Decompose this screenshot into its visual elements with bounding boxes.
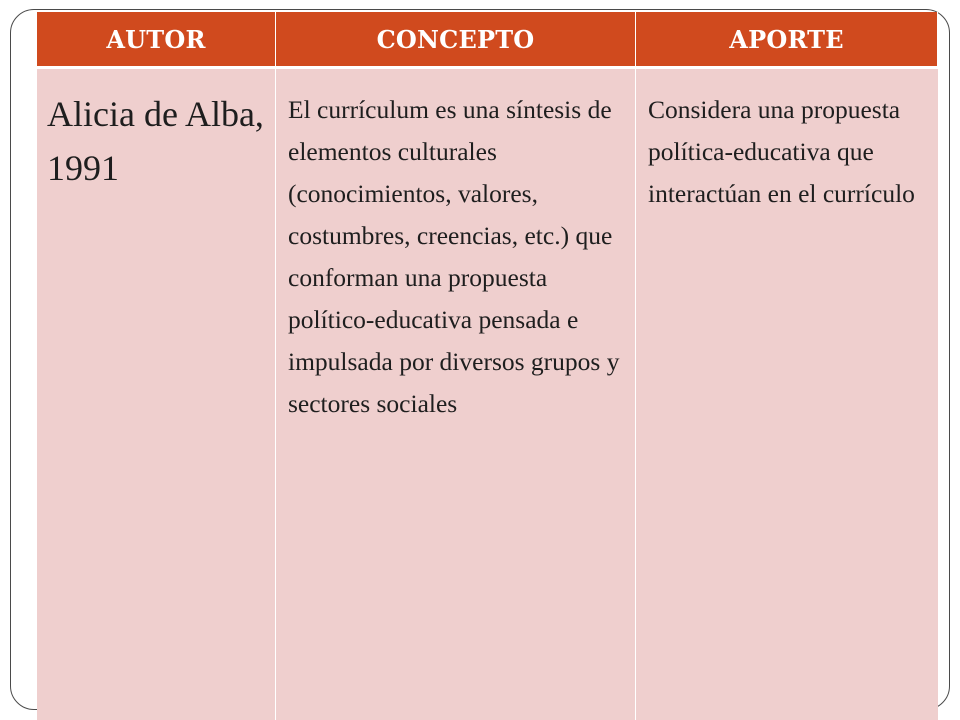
header-autor: AUTOR (37, 12, 276, 69)
author-text: Alicia de Alba, 1991 (47, 94, 264, 188)
cell-concepto (276, 69, 636, 720)
contribution-text: Considera una propuesta política-educativa que interactúan en el currículo (648, 95, 915, 208)
concept-text: El currículum es una síntesis de elementos culturales (conocimientos, valores, costumbres, creencias, etc.) que conforman una propuesta político-educativa pensada e impulsada por diversos grupos y sectores sociales (288, 95, 620, 418)
header-concepto: CONCEPTO (276, 12, 636, 69)
header-aporte: APORTE (636, 12, 938, 69)
concept-table (37, 12, 938, 720)
cell-autor (37, 69, 276, 720)
cell-aporte (636, 69, 938, 720)
